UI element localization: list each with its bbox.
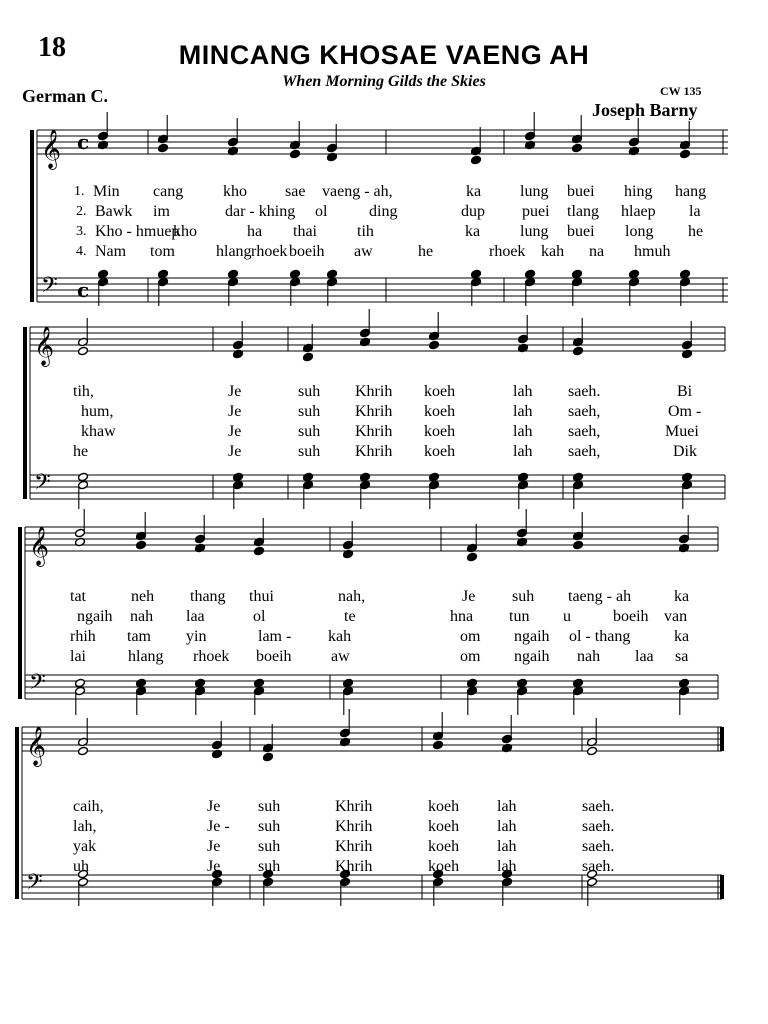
bass-note-upper	[98, 269, 109, 278]
lyric-syllable: Kho - hmuep	[95, 223, 180, 240]
bass-note-upper	[467, 678, 478, 687]
lyric-syllable: kah	[328, 628, 352, 645]
bass-clef-icon: 𝄢	[26, 870, 43, 900]
lyric-syllable: Bawk	[95, 203, 133, 220]
lyric-syllable: Khrih	[355, 403, 393, 420]
verse-number: 1.	[74, 184, 85, 199]
lyric-syllable: hlang	[128, 648, 164, 665]
lyric-syllable: saeh.	[582, 818, 615, 835]
lyric-syllable: puei	[522, 203, 550, 220]
lyric-syllable: Khrih	[355, 383, 393, 400]
bass-note-upper	[572, 269, 583, 278]
bass-note-upper	[518, 472, 529, 481]
lyric-syllable: rhoek	[251, 243, 288, 260]
lyric-syllable: lah	[497, 798, 517, 815]
lyric-syllable: vaeng - ah,	[322, 183, 393, 200]
lyric-syllable: Nam	[95, 243, 127, 260]
bass-note-upper	[228, 269, 239, 278]
lyric-syllable: lah	[513, 423, 533, 440]
lyric-syllable: thui	[249, 588, 274, 605]
lyric-syllable: Khrih	[355, 423, 393, 440]
bass-note-upper	[75, 678, 86, 687]
lyric-syllable: koeh	[424, 423, 456, 440]
bass-note-upper	[343, 678, 354, 687]
lyric-syllable: saeh.	[568, 383, 601, 400]
lyric-syllable: taeng - ah	[568, 588, 632, 605]
bass-note-upper	[525, 269, 536, 278]
treble-note-lower	[429, 340, 440, 349]
lyric-syllable: he	[418, 243, 434, 260]
lyric-syllable: rhoek	[193, 648, 230, 665]
lyric-syllable: Min	[93, 183, 120, 200]
treble-note-lower	[263, 752, 274, 761]
bass-note-upper	[679, 678, 690, 687]
lyric-syllable: buei	[567, 223, 595, 240]
bass-note-upper	[136, 678, 147, 687]
system-bracket	[23, 327, 27, 499]
bass-note-upper	[573, 472, 584, 481]
lyric-syllable: cang	[153, 183, 184, 200]
page-number: 18	[38, 32, 66, 63]
lyric-syllable: Je	[207, 858, 221, 875]
lyric-syllable: he	[688, 223, 704, 240]
lyric-syllable: saeh,	[568, 423, 601, 440]
lyric-syllable: suh	[298, 383, 321, 400]
bass-clef-icon: 𝄢	[34, 470, 51, 500]
time-signature-treble: c	[77, 130, 90, 154]
lyric-syllable: laa	[186, 608, 205, 625]
lyric-syllable: aw	[331, 648, 350, 665]
lyric-syllable: Om -	[668, 403, 702, 420]
lyric-syllable: ka	[674, 588, 690, 605]
lyric-syllable: saeh.	[582, 858, 615, 875]
lyric-syllable: kho	[223, 183, 247, 200]
bass-note-upper	[290, 269, 301, 278]
final-bar	[720, 727, 724, 751]
lyric-syllable: saeh,	[568, 443, 601, 460]
lyric-syllable: hing	[624, 183, 653, 200]
lyric-syllable: thai	[293, 223, 317, 240]
lyric-syllable: boeih	[256, 648, 292, 665]
lyric-syllable: ka	[465, 223, 481, 240]
lyric-syllable: nah	[130, 608, 154, 625]
lyric-syllable: ka	[466, 183, 482, 200]
bass-note-upper	[233, 472, 244, 481]
lyric-syllable: te	[344, 608, 356, 625]
lyric-syllable: sae	[285, 183, 306, 200]
lyric-syllable: ding	[369, 203, 398, 220]
lyric-syllable: ha	[247, 223, 263, 240]
treble-clef-icon: 𝄞	[34, 326, 55, 366]
lyric-syllable: lung	[520, 223, 549, 240]
bass-note-upper	[158, 269, 169, 278]
lyric-syllable: Je	[228, 423, 242, 440]
lyric-syllable: Je	[228, 403, 242, 420]
lyric-syllable: koeh	[424, 403, 456, 420]
lyric-syllable: la	[689, 203, 701, 220]
lyric-syllable: tih	[357, 223, 374, 240]
lyric-syllable: aw	[354, 243, 373, 260]
lyric-syllable: yin	[186, 628, 207, 645]
lyric-syllable: saeh,	[568, 403, 601, 420]
lyric-syllable: ngaih	[514, 648, 550, 665]
lyric-syllable: lam -	[258, 628, 292, 645]
final-bar	[720, 875, 724, 899]
bass-note-upper	[680, 269, 691, 278]
lyric-syllable: hlaep	[621, 203, 656, 220]
lyric-syllable: caih,	[73, 798, 104, 815]
lyric-syllable: lah,	[73, 818, 97, 835]
lyric-syllable: suh	[512, 588, 535, 605]
treble-note-lower	[78, 346, 89, 355]
lyric-syllable: neh	[131, 588, 155, 605]
treble-note-lower	[290, 149, 301, 158]
lyric-syllable: lah	[513, 443, 533, 460]
lyric-syllable: suh	[258, 798, 281, 815]
bass-note-upper	[629, 269, 640, 278]
lyric-syllable: tun	[509, 608, 530, 625]
lyric-syllable: khaw	[81, 423, 116, 440]
lyric-syllable: Je	[228, 383, 242, 400]
system-bracket	[18, 527, 22, 699]
lyric-syllable: uh	[73, 858, 89, 875]
lyric-syllable: tam	[127, 628, 151, 645]
bass-clef-icon: 𝄢	[41, 273, 58, 303]
lyric-syllable: suh	[298, 443, 321, 460]
lyric-syllable: boeih	[289, 243, 325, 260]
lyric-syllable: lung	[520, 183, 549, 200]
lyric-syllable: hmuh	[634, 243, 671, 260]
lyric-syllable: ol	[253, 608, 266, 625]
lyric-syllable: koeh	[424, 383, 456, 400]
treble-note-lower	[471, 155, 482, 164]
lyric-syllable: Je	[207, 798, 221, 815]
lyric-syllable: he	[73, 443, 89, 460]
lyric-syllable: van	[664, 608, 688, 625]
bass-note-upper	[303, 472, 314, 481]
system-bracket	[30, 130, 34, 302]
lyric-syllable: Je	[207, 838, 221, 855]
lyric-syllable: Bi	[677, 383, 693, 400]
lyric-syllable: saeh.	[582, 798, 615, 815]
lyric-syllable: Dik	[673, 443, 697, 460]
lyric-syllable: Je	[462, 588, 476, 605]
lyric-syllable: koeh	[424, 443, 456, 460]
lyric-syllable: rhoek	[489, 243, 526, 260]
treble-note-lower	[680, 149, 691, 158]
lyric-syllable: kho	[173, 223, 197, 240]
bass-note-upper	[195, 678, 206, 687]
bass-note-upper	[327, 269, 338, 278]
lyric-syllable: boeih	[613, 608, 649, 625]
treble-note-lower	[158, 143, 169, 152]
lyric-syllable: Khrih	[335, 818, 373, 835]
bass-note-upper	[254, 678, 265, 687]
lyric-syllable: Muei	[665, 423, 699, 440]
lyric-syllable: tom	[150, 243, 175, 260]
lyric-syllable: lah	[513, 403, 533, 420]
bass-note-upper	[78, 472, 89, 481]
lyric-syllable: suh	[298, 403, 321, 420]
treble-clef-icon: 𝄞	[41, 129, 62, 169]
treble-clef-icon: 𝄞	[26, 726, 47, 766]
lyric-syllable: om	[460, 648, 481, 665]
lyric-syllable: na	[589, 243, 605, 260]
lyric-syllable: tih,	[73, 383, 94, 400]
bass-clef-icon: 𝄢	[29, 670, 46, 700]
bass-note-upper	[360, 472, 371, 481]
lyric-syllable: lah	[497, 818, 517, 835]
lyric-syllable: lah	[513, 383, 533, 400]
bass-note-upper	[517, 678, 528, 687]
lyric-syllable: saeh.	[582, 838, 615, 855]
lyric-syllable: Khrih	[335, 798, 373, 815]
bass-note-upper	[429, 472, 440, 481]
lyric-syllable: suh	[258, 818, 281, 835]
lyric-syllable: koeh	[428, 818, 460, 835]
lyric-syllable: hang	[675, 183, 707, 200]
time-signature-bass: c	[77, 278, 90, 302]
lyric-syllable: yak	[73, 838, 97, 855]
lyric-syllable: lah	[497, 838, 517, 855]
lyric-syllable: hlang	[216, 243, 252, 260]
treble-clef-icon: 𝄞	[29, 526, 50, 566]
lyric-syllable: koeh	[428, 858, 460, 875]
lyric-syllable: ka	[674, 628, 690, 645]
lyric-syllable: Khrih	[335, 838, 373, 855]
tune-name: German C.	[22, 86, 108, 106]
treble-note-lower	[573, 346, 584, 355]
bass-note-upper	[573, 678, 584, 687]
lyric-syllable: koeh	[428, 838, 460, 855]
treble-note-lower	[254, 546, 265, 555]
lyric-syllable: Je	[228, 443, 242, 460]
lyric-syllable: laa	[635, 648, 654, 665]
lyric-syllable: ol - thang	[569, 628, 631, 645]
lyric-syllable: om	[460, 628, 481, 645]
composer: Joseph Barny	[592, 100, 698, 120]
lyric-syllable: u	[563, 608, 571, 625]
treble-note-lower	[573, 540, 584, 549]
treble-note-lower	[303, 352, 314, 361]
lyric-syllable: koeh	[428, 798, 460, 815]
lyric-syllable: suh	[258, 858, 281, 875]
lyric-syllable: hna	[450, 608, 474, 625]
lyric-syllable: suh	[298, 423, 321, 440]
lyric-syllable: lai	[70, 648, 86, 665]
catalog-number: CW 135	[660, 84, 702, 98]
treble-note-lower	[572, 143, 583, 152]
hymn-title: MINCANG KHOSAE VAENG AH	[178, 40, 590, 70]
lyric-syllable: Je -	[207, 818, 230, 835]
treble-note-lower	[587, 746, 598, 755]
verse-number: 3.	[76, 224, 87, 239]
lyric-syllable: Khrih	[335, 858, 373, 875]
treble-note-lower	[467, 552, 478, 561]
lyric-syllable: kah	[541, 243, 565, 260]
system-bracket	[15, 727, 19, 899]
hymn-subtitle: When Morning Gilds the Skies	[282, 73, 486, 90]
lyric-syllable: rhih	[70, 628, 96, 645]
lyric-syllable: tlang	[567, 203, 599, 220]
treble-note-lower	[136, 540, 147, 549]
lyric-syllable: ngaih	[514, 628, 550, 645]
lyric-syllable: thang	[190, 588, 226, 605]
bass-note-upper	[471, 269, 482, 278]
lyric-syllable: Khrih	[355, 443, 393, 460]
lyric-syllable: buei	[567, 183, 595, 200]
lyric-syllable: dup	[461, 203, 485, 220]
bass-note-upper	[682, 472, 693, 481]
lyric-syllable: nah	[577, 648, 601, 665]
lyric-syllable: nah,	[338, 588, 366, 605]
lyric-syllable: long	[625, 223, 654, 240]
lyric-syllable: dar - khing	[225, 203, 296, 220]
treble-note-lower	[78, 746, 89, 755]
lyric-syllable: lah	[497, 858, 517, 875]
verse-number: 4.	[76, 244, 87, 259]
lyric-syllable: im	[153, 203, 170, 220]
lyric-syllable: sa	[675, 648, 689, 665]
lyric-syllable: ol	[315, 203, 328, 220]
lyric-syllable: tat	[70, 588, 86, 605]
lyric-syllable: ngaih	[77, 608, 113, 625]
treble-note-lower	[433, 740, 444, 749]
lyric-syllable: hum,	[81, 403, 114, 420]
lyric-syllable: suh	[258, 838, 281, 855]
verse-number: 2.	[76, 204, 87, 219]
